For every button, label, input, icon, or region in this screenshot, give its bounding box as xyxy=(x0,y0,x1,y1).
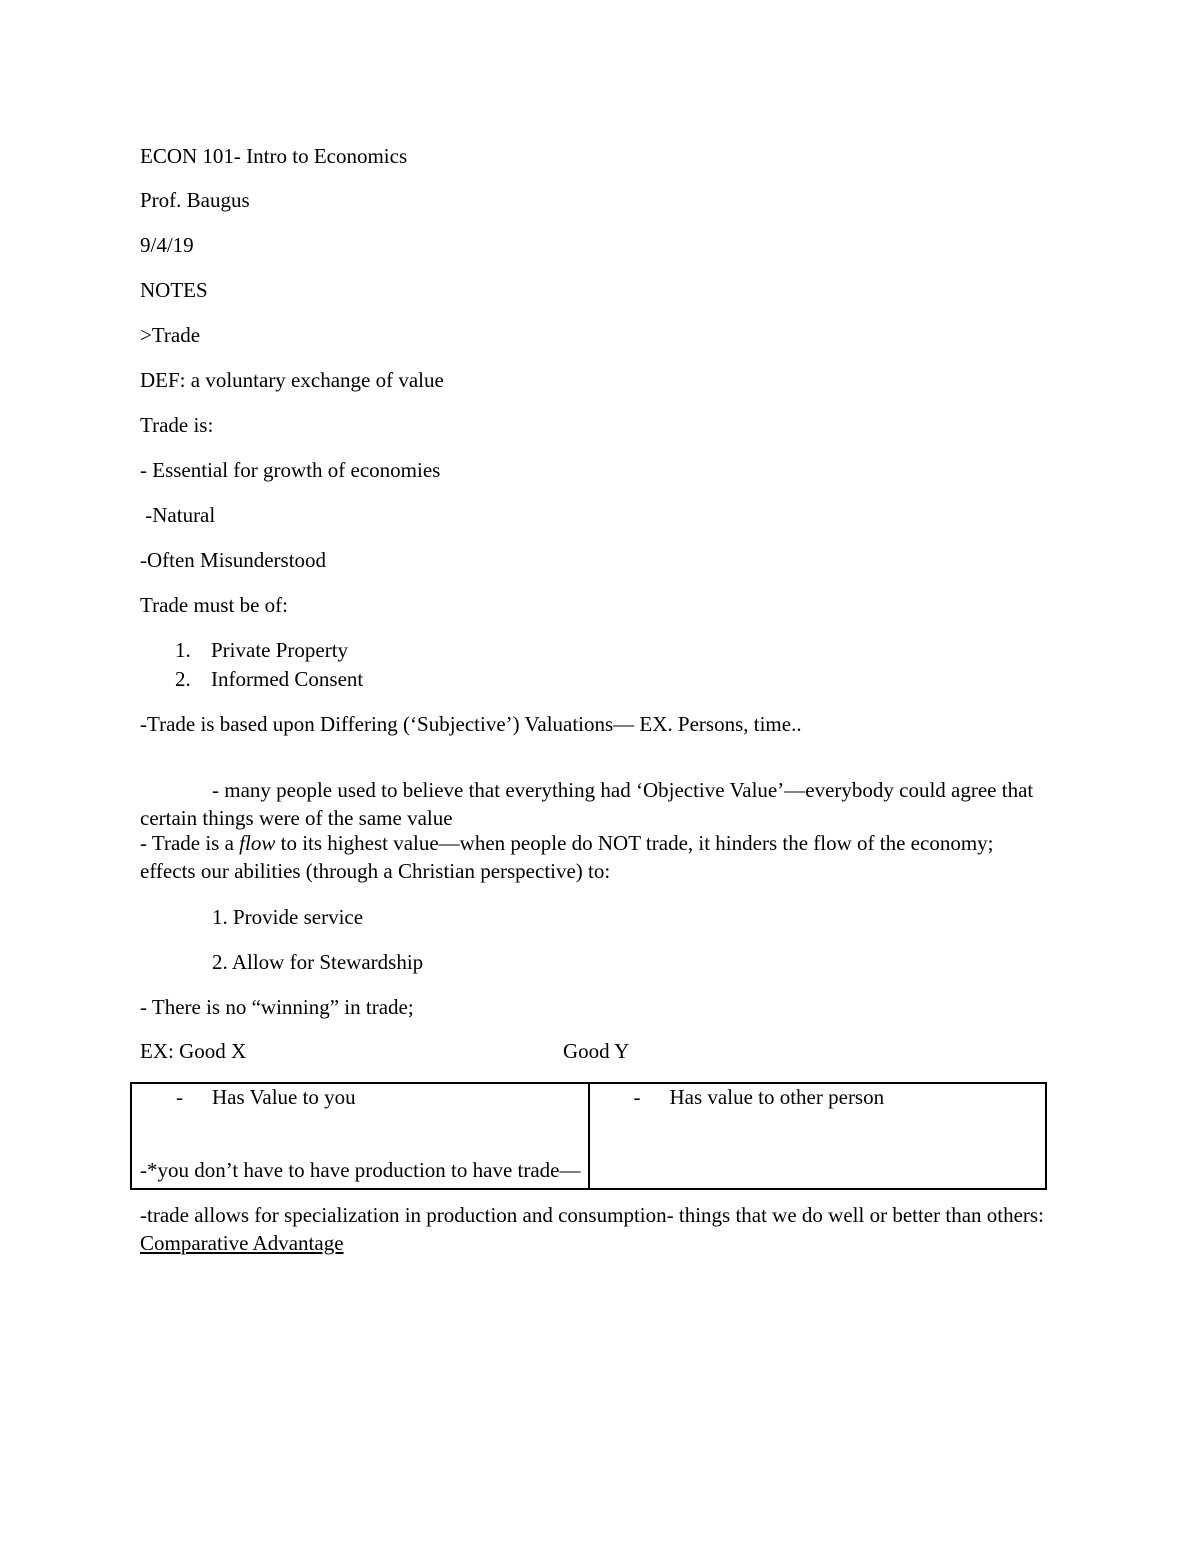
trade-is-item: -Natural xyxy=(140,503,216,527)
flow-text-before: - Trade is a xyxy=(140,831,240,855)
comparative-advantage-term: Comparative Advantage xyxy=(140,1231,344,1255)
lecture-date: 9/4/19 xyxy=(140,233,194,257)
trade-is-item: -Often Misunderstood xyxy=(140,548,327,572)
course-title: ECON 101- Intro to Economics xyxy=(140,144,408,168)
topic-heading: >Trade xyxy=(140,323,201,347)
table-cell-good-y xyxy=(589,1083,1047,1189)
notes-label: NOTES xyxy=(140,278,208,302)
ability-item: 2. Allow for Stewardship xyxy=(212,950,424,974)
specialization-paragraph xyxy=(140,1201,1050,1257)
example-label-y: Good Y xyxy=(563,1039,630,1063)
professor-name: Prof. Baugus xyxy=(140,188,250,212)
production-note: -*you don’t have to have production to have trade— xyxy=(140,1158,581,1182)
cell-bullet: - xyxy=(633,1085,641,1109)
cell-text: Has Value to you xyxy=(212,1085,356,1109)
trade-is-heading: Trade is: xyxy=(140,413,214,437)
no-winning-note: - There is no “winning” in trade; xyxy=(140,995,414,1019)
trade-definition: DEF: a voluntary exchange of value xyxy=(140,368,444,392)
list-item-text: Informed Consent xyxy=(211,667,364,691)
objective-value-note: - many people used to believe that everything had ‘Objective Value’—everybody could agree that certain things were of the same value xyxy=(140,778,1034,830)
ability-item: 1. Provide service xyxy=(212,905,364,929)
trade-must-heading: Trade must be of: xyxy=(140,593,288,617)
list-number: 1. xyxy=(175,638,191,662)
flow-paragraph xyxy=(140,829,1050,885)
cell-text: Has value to other person xyxy=(669,1085,885,1109)
flow-text-after: to its highest value—when people do NOT trade, it hinders the flow of the economy; effects our abilities (through a Christian perspective) to: xyxy=(140,831,994,883)
cell-bullet: - xyxy=(176,1085,183,1109)
list-number: 2. xyxy=(175,667,191,691)
flow-emphasis: flow xyxy=(239,831,276,855)
trade-is-item: - Essential for growth of economies xyxy=(140,458,441,482)
example-label-x: EX: Good X xyxy=(140,1039,247,1063)
specialization-text: -trade allows for specialization in production and consumption- things that we do well or better than others: xyxy=(140,1203,1044,1227)
subjective-valuations-note: -Trade is based upon Differing (‘Subjective’) Valuations— EX. Persons, time.. xyxy=(140,712,802,736)
list-item-text: Private Property xyxy=(211,638,349,662)
